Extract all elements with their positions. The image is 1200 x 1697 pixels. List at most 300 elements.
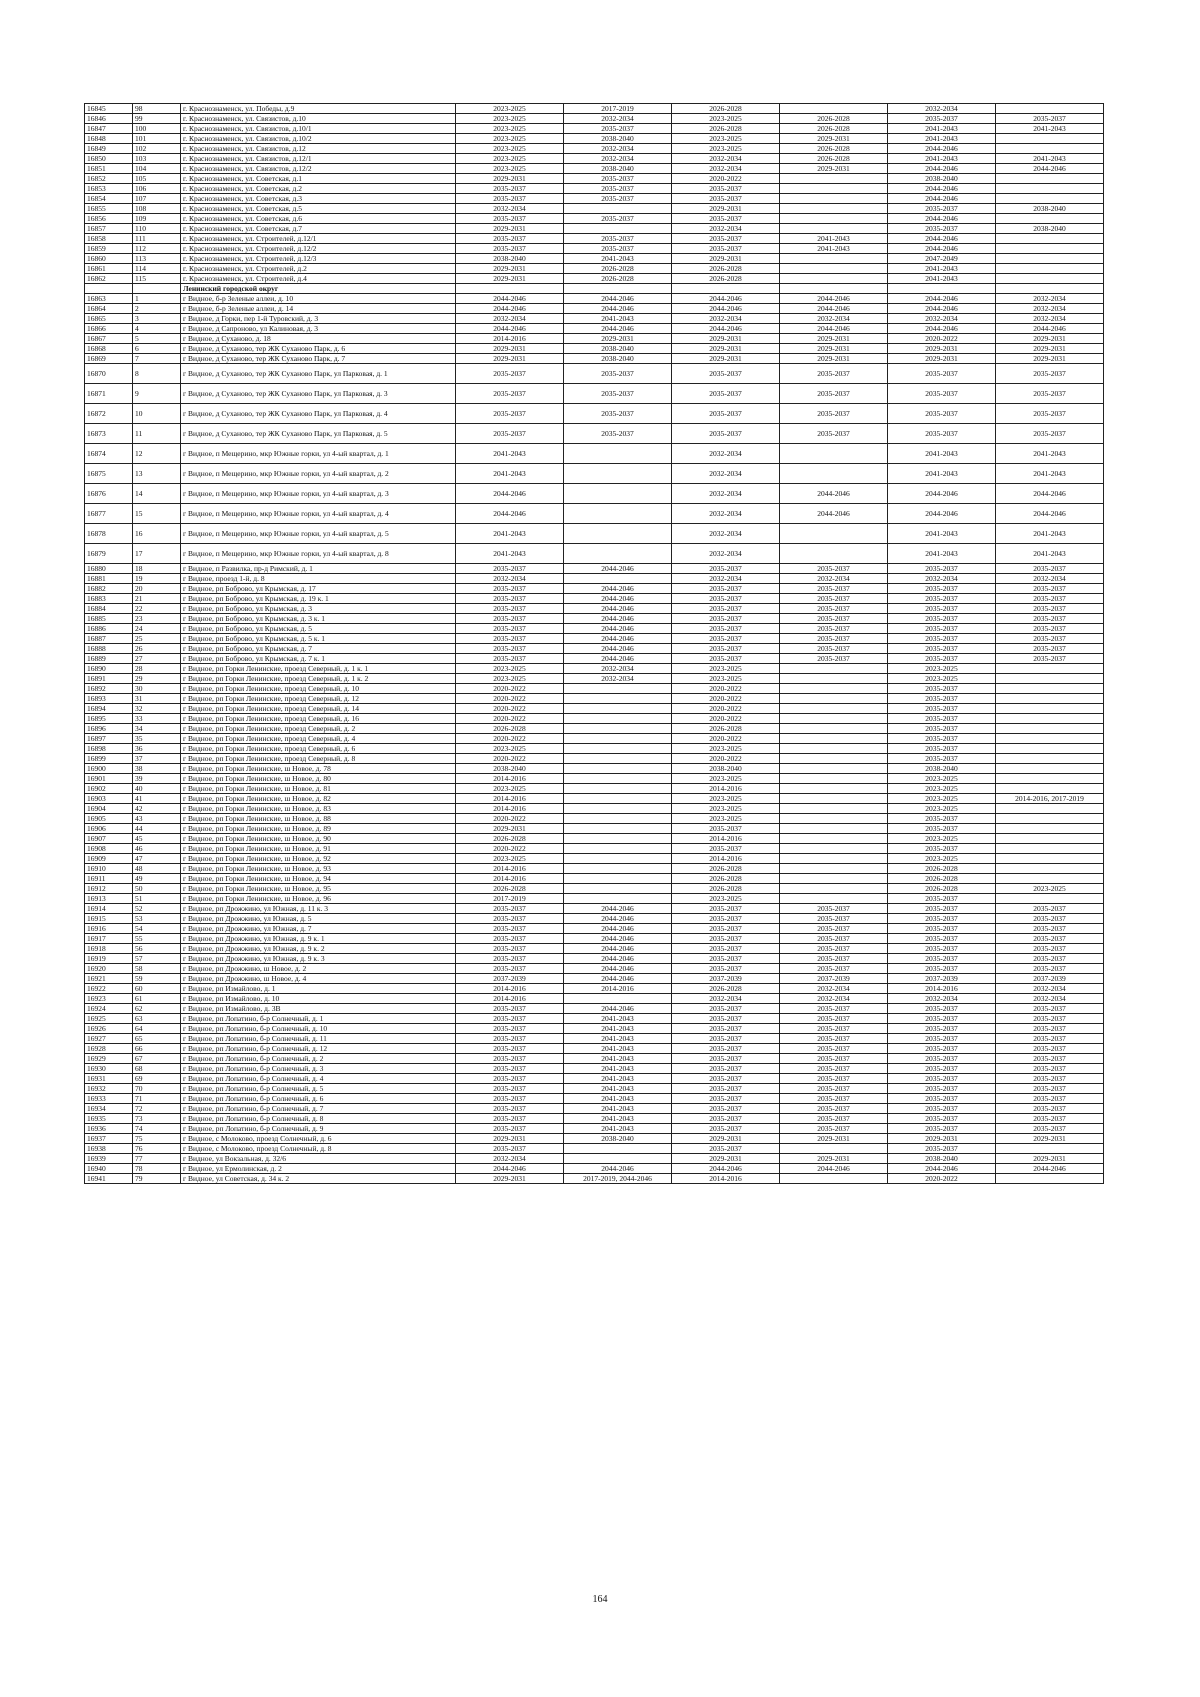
address-cell: г. Краснознаменск, ул. Строителей, д.2 bbox=[181, 264, 456, 274]
year-cell: 2044-2046 bbox=[564, 1004, 672, 1014]
table-row bbox=[85, 604, 1104, 614]
registry-number-cell: 16931 bbox=[85, 1074, 133, 1084]
ordinal-number-cell: 78 bbox=[133, 1164, 181, 1174]
year-cell: 2035-2037 bbox=[672, 214, 780, 224]
year-cell: 2035-2037 bbox=[888, 594, 996, 604]
address-cell: г Видное, п Мещерино, мкр Южные горки, ул 4-ый квартал, д. 1 bbox=[181, 444, 456, 464]
address-cell: г Видное, ул Ермолинская, д. 2 bbox=[181, 1164, 456, 1174]
year-cell bbox=[780, 174, 888, 184]
year-cell: 2035-2037 bbox=[672, 1144, 780, 1154]
address-cell: г Видное, рп Дрожжино, ул Южная, д. 11 к. 3 bbox=[181, 904, 456, 914]
table-row bbox=[85, 864, 1104, 874]
ordinal-number-cell: 33 bbox=[133, 714, 181, 724]
registry-number-cell: 16939 bbox=[85, 1154, 133, 1164]
ordinal-number-cell: 112 bbox=[133, 244, 181, 254]
address-cell: г. Краснознаменск, ул. Советская, д.1 bbox=[181, 174, 456, 184]
table-row bbox=[85, 784, 1104, 794]
year-cell: 2035-2037 bbox=[672, 1124, 780, 1134]
year-cell: 2035-2037 bbox=[456, 644, 564, 654]
address-cell: г Видное, рп Горки Ленинские, проезд Северный, д. 12 bbox=[181, 694, 456, 704]
ordinal-number-cell: 114 bbox=[133, 264, 181, 274]
address-cell: г Видное, рп Боброво, ул Крымская, д. 3 bbox=[181, 604, 456, 614]
registry-number-cell: 16877 bbox=[85, 504, 133, 524]
year-cell: 2044-2046 bbox=[996, 484, 1104, 504]
table-row bbox=[85, 1014, 1104, 1024]
registry-number-cell: 16854 bbox=[85, 194, 133, 204]
ordinal-number-cell: 67 bbox=[133, 1054, 181, 1064]
year-cell bbox=[564, 704, 672, 714]
year-cell: 2035-2037 bbox=[780, 954, 888, 964]
year-cell: 2035-2037 bbox=[780, 1104, 888, 1114]
ordinal-number-cell: 107 bbox=[133, 194, 181, 204]
year-cell bbox=[564, 884, 672, 894]
registry-number-cell: 16870 bbox=[85, 364, 133, 384]
year-cell: 2035-2037 bbox=[672, 1114, 780, 1124]
year-cell bbox=[564, 824, 672, 834]
year-cell: 2035-2037 bbox=[996, 624, 1104, 634]
year-cell bbox=[780, 804, 888, 814]
registry-number-cell: 16932 bbox=[85, 1084, 133, 1094]
table-row bbox=[85, 984, 1104, 994]
year-cell: 2035-2037 bbox=[888, 1044, 996, 1054]
year-cell: 2035-2037 bbox=[564, 214, 672, 224]
year-cell: 2044-2046 bbox=[888, 214, 996, 224]
ordinal-number-cell: 6 bbox=[133, 344, 181, 354]
table-row bbox=[85, 754, 1104, 764]
year-cell: 2044-2046 bbox=[456, 504, 564, 524]
year-cell: 2035-2037 bbox=[888, 1074, 996, 1084]
year-cell: 2032-2034 bbox=[996, 994, 1104, 1004]
year-cell: 2035-2037 bbox=[456, 384, 564, 404]
address-cell: г Видное, п Мещерино, мкр Южные горки, ул 4-ый квартал, д. 3 bbox=[181, 484, 456, 504]
year-cell: 2023-2025 bbox=[672, 774, 780, 784]
year-cell: 2035-2037 bbox=[456, 1074, 564, 1084]
registry-number-cell: 16868 bbox=[85, 344, 133, 354]
address-cell: г Видное, рп Горки Ленинские, проезд Северный, д. 8 bbox=[181, 754, 456, 764]
registry-number-cell: 16851 bbox=[85, 164, 133, 174]
ordinal-number-cell: 10 bbox=[133, 404, 181, 424]
year-cell: 2035-2037 bbox=[672, 1064, 780, 1074]
table-row bbox=[85, 424, 1104, 444]
year-cell: 2023-2025 bbox=[996, 884, 1104, 894]
year-cell: 2029-2031 bbox=[780, 344, 888, 354]
year-cell: 2038-2040 bbox=[564, 354, 672, 364]
year-cell: 2023-2025 bbox=[672, 134, 780, 144]
year-cell: 2035-2037 bbox=[780, 904, 888, 914]
year-cell: 2020-2022 bbox=[672, 734, 780, 744]
registry-number-cell: 16929 bbox=[85, 1054, 133, 1064]
ordinal-number-cell: 59 bbox=[133, 974, 181, 984]
ordinal-number-cell: 3 bbox=[133, 314, 181, 324]
year-cell: 2035-2037 bbox=[672, 1084, 780, 1094]
address-cell: г Видное, д Суханово, тер ЖК Суханово Парк, д. 6 bbox=[181, 344, 456, 354]
registry-number-cell: 16908 bbox=[85, 844, 133, 854]
year-cell: 2035-2037 bbox=[996, 1064, 1104, 1074]
table-row bbox=[85, 694, 1104, 704]
year-cell: 2029-2031 bbox=[780, 1134, 888, 1144]
year-cell: 2035-2037 bbox=[888, 1094, 996, 1104]
year-cell: 2044-2046 bbox=[564, 944, 672, 954]
year-cell: 2035-2037 bbox=[672, 914, 780, 924]
registry-number-cell: 16846 bbox=[85, 114, 133, 124]
table-row bbox=[85, 1044, 1104, 1054]
year-cell bbox=[780, 864, 888, 874]
table-row bbox=[85, 624, 1104, 634]
year-cell: 2035-2037 bbox=[564, 244, 672, 254]
ordinal-number-cell: 50 bbox=[133, 884, 181, 894]
year-cell: 2041-2043 bbox=[564, 1094, 672, 1104]
address-cell: г Видное, рп Лопатино, б-р Солнечный, д. 1 bbox=[181, 1014, 456, 1024]
year-cell: 2029-2031 bbox=[780, 354, 888, 364]
address-cell: г Видное, рп Лопатино, б-р Солнечный, д. 5 bbox=[181, 1084, 456, 1094]
ordinal-number-cell: 79 bbox=[133, 1174, 181, 1184]
year-cell: 2035-2037 bbox=[456, 1054, 564, 1064]
year-cell bbox=[564, 574, 672, 584]
registry-number-cell: 16925 bbox=[85, 1014, 133, 1024]
year-cell: 2044-2046 bbox=[672, 324, 780, 334]
year-cell: 2044-2046 bbox=[456, 294, 564, 304]
year-cell: 2017-2019 bbox=[564, 104, 672, 114]
year-cell: 2044-2046 bbox=[564, 654, 672, 664]
year-cell: 2035-2037 bbox=[456, 604, 564, 614]
year-cell: 2044-2046 bbox=[888, 504, 996, 524]
year-cell: 2032-2034 bbox=[780, 984, 888, 994]
year-cell: 2023-2025 bbox=[672, 794, 780, 804]
address-cell: г Видное, рп Лопатино, б-р Солнечный, д. 10 bbox=[181, 1024, 456, 1034]
year-cell bbox=[564, 894, 672, 904]
ordinal-number-cell: 56 bbox=[133, 944, 181, 954]
ordinal-number-cell: 63 bbox=[133, 1014, 181, 1024]
year-cell: 2035-2037 bbox=[996, 114, 1104, 124]
ordinal-number-cell: 109 bbox=[133, 214, 181, 224]
year-cell: 2035-2037 bbox=[456, 244, 564, 254]
table-row bbox=[85, 1064, 1104, 1074]
registry-number-cell: 16940 bbox=[85, 1164, 133, 1174]
year-cell: 2035-2037 bbox=[888, 824, 996, 834]
year-cell: 2035-2037 bbox=[456, 954, 564, 964]
year-cell: 2014-2016 bbox=[672, 1174, 780, 1184]
table-row bbox=[85, 444, 1104, 464]
year-cell: 2038-2040 bbox=[456, 254, 564, 264]
year-cell: 2041-2043 bbox=[564, 1014, 672, 1024]
year-cell: 2035-2037 bbox=[564, 404, 672, 424]
ordinal-number-cell: 41 bbox=[133, 794, 181, 804]
registry-number-cell: 16923 bbox=[85, 994, 133, 1004]
year-cell: 2026-2028 bbox=[888, 864, 996, 874]
year-cell bbox=[780, 184, 888, 194]
year-cell: 2035-2037 bbox=[888, 904, 996, 914]
year-cell: 2044-2046 bbox=[780, 304, 888, 314]
address-cell: г Видное, рп Горки Ленинские, ш Новое, д. 80 bbox=[181, 774, 456, 784]
ordinal-number-cell: 53 bbox=[133, 914, 181, 924]
year-cell: 2032-2034 bbox=[780, 994, 888, 1004]
ordinal-number-cell: 76 bbox=[133, 1144, 181, 1154]
ordinal-number-cell: 43 bbox=[133, 814, 181, 824]
year-cell: 2035-2037 bbox=[780, 1074, 888, 1084]
registry-number-cell: 16849 bbox=[85, 144, 133, 154]
table-row bbox=[85, 264, 1104, 274]
year-cell: 2038-2040 bbox=[456, 764, 564, 774]
ordinal-number-cell: 8 bbox=[133, 364, 181, 384]
year-cell: 2023-2025 bbox=[672, 674, 780, 684]
year-cell: 2035-2037 bbox=[456, 624, 564, 634]
year-cell: 2035-2037 bbox=[456, 904, 564, 914]
address-cell: г Видное, ул Советская, д. 34 к. 2 bbox=[181, 1174, 456, 1184]
address-cell: г Видное, рп Лопатино, б-р Солнечный, д. 9 bbox=[181, 1124, 456, 1134]
table-row bbox=[85, 884, 1104, 894]
address-cell: г Видное, рп Лопатино, б-р Солнечный, д. 8 bbox=[181, 1114, 456, 1124]
year-cell: 2044-2046 bbox=[780, 484, 888, 504]
year-cell: 2032-2034 bbox=[672, 224, 780, 234]
ordinal-number-cell: 40 bbox=[133, 784, 181, 794]
table-row bbox=[85, 674, 1104, 684]
year-cell: 2044-2046 bbox=[564, 954, 672, 964]
year-cell bbox=[564, 804, 672, 814]
registry-number-cell: 16901 bbox=[85, 774, 133, 784]
year-cell: 2041-2043 bbox=[564, 1114, 672, 1124]
registry-number-cell: 16913 bbox=[85, 894, 133, 904]
address-cell: г Видное, д Суханово, тер ЖК Суханово Парк, ул Парковая, д. 4 bbox=[181, 404, 456, 424]
year-cell: 2035-2037 bbox=[996, 924, 1104, 934]
year-cell: 2023-2025 bbox=[672, 144, 780, 154]
year-cell: 2044-2046 bbox=[456, 304, 564, 314]
year-cell: 2029-2031 bbox=[780, 134, 888, 144]
registry-number-cell: 16919 bbox=[85, 954, 133, 964]
year-cell: 2029-2031 bbox=[456, 274, 564, 284]
year-cell bbox=[780, 724, 888, 734]
address-cell: г Видное, рп Горки Ленинские, ш Новое, д. 83 bbox=[181, 804, 456, 814]
year-cell: 2035-2037 bbox=[456, 424, 564, 444]
year-cell: 2032-2034 bbox=[672, 484, 780, 504]
year-cell: 2035-2037 bbox=[672, 234, 780, 244]
table-row bbox=[85, 384, 1104, 404]
ordinal-number-cell: 2 bbox=[133, 304, 181, 314]
year-cell bbox=[564, 814, 672, 824]
address-cell: г Видное, рп Горки Ленинские, ш Новое, д. 88 bbox=[181, 814, 456, 824]
year-cell: 2041-2043 bbox=[564, 1104, 672, 1114]
ordinal-number-cell: 47 bbox=[133, 854, 181, 864]
year-cell bbox=[780, 854, 888, 864]
address-cell: г Видное, рп Боброво, ул Крымская, д. 7 к. 1 bbox=[181, 654, 456, 664]
year-cell: 2014-2016 bbox=[672, 854, 780, 864]
registry-number-cell: 16916 bbox=[85, 924, 133, 934]
address-cell: г Видное, п Мещерино, мкр Южные горки, ул 4-ый квартал, д. 4 bbox=[181, 504, 456, 524]
year-cell: 2023-2025 bbox=[672, 894, 780, 904]
year-cell: 2032-2034 bbox=[564, 114, 672, 124]
year-cell: 2035-2037 bbox=[996, 1024, 1104, 1034]
year-cell: 2035-2037 bbox=[996, 1014, 1104, 1024]
year-cell: 2035-2037 bbox=[456, 934, 564, 944]
year-cell bbox=[780, 774, 888, 784]
year-cell: 2035-2037 bbox=[996, 404, 1104, 424]
year-cell: 2035-2037 bbox=[996, 904, 1104, 914]
year-cell: 2035-2037 bbox=[780, 1084, 888, 1094]
year-cell bbox=[996, 814, 1104, 824]
year-cell: 2041-2043 bbox=[996, 124, 1104, 134]
year-cell: 2014-2016 bbox=[456, 984, 564, 994]
address-cell: г Видное, рп Горки Ленинские, ш Новое, д. 90 bbox=[181, 834, 456, 844]
year-cell: 2035-2037 bbox=[456, 914, 564, 924]
address-cell: г Видное, рп Лопатино, б-р Солнечный, д. 6 bbox=[181, 1094, 456, 1104]
register-table-body bbox=[85, 104, 1104, 1184]
registry-number-cell: 16866 bbox=[85, 324, 133, 334]
year-cell: 2044-2046 bbox=[996, 164, 1104, 174]
year-cell: 2026-2028 bbox=[780, 144, 888, 154]
address-cell: г. Краснознаменск, ул. Строителей, д.12/1 bbox=[181, 234, 456, 244]
registry-number-cell: 16875 bbox=[85, 464, 133, 484]
year-cell bbox=[996, 284, 1104, 294]
ordinal-number-cell: 19 bbox=[133, 574, 181, 584]
year-cell bbox=[780, 824, 888, 834]
year-cell bbox=[564, 794, 672, 804]
year-cell: 2035-2037 bbox=[888, 1064, 996, 1074]
year-cell: 2035-2037 bbox=[888, 404, 996, 424]
ordinal-number-cell: 73 bbox=[133, 1114, 181, 1124]
address-cell: г Видное, рп Горки Ленинские, ш Новое, д. 95 bbox=[181, 884, 456, 894]
year-cell: 2035-2037 bbox=[996, 634, 1104, 644]
registry-number-cell: 16888 bbox=[85, 644, 133, 654]
ordinal-number-cell: 111 bbox=[133, 234, 181, 244]
table-row bbox=[85, 334, 1104, 344]
year-cell bbox=[780, 884, 888, 894]
year-cell bbox=[996, 704, 1104, 714]
year-cell: 2035-2037 bbox=[888, 934, 996, 944]
registry-number-cell: 16902 bbox=[85, 784, 133, 794]
year-cell bbox=[996, 824, 1104, 834]
registry-number-cell: 16893 bbox=[85, 694, 133, 704]
table-row bbox=[85, 924, 1104, 934]
year-cell: 2035-2037 bbox=[672, 1074, 780, 1084]
year-cell: 2020-2022 bbox=[456, 754, 564, 764]
year-cell: 2035-2037 bbox=[780, 564, 888, 574]
ordinal-number-cell: 28 bbox=[133, 664, 181, 674]
table-row bbox=[85, 774, 1104, 784]
year-cell: 2032-2034 bbox=[672, 544, 780, 564]
registry-number-cell: 16864 bbox=[85, 304, 133, 314]
year-cell: 2035-2037 bbox=[672, 184, 780, 194]
year-cell bbox=[564, 284, 672, 294]
year-cell: 2038-2040 bbox=[996, 204, 1104, 214]
year-cell: 2035-2037 bbox=[888, 584, 996, 594]
year-cell: 2032-2034 bbox=[672, 574, 780, 584]
year-cell: 2032-2034 bbox=[780, 574, 888, 584]
year-cell: 2044-2046 bbox=[888, 484, 996, 504]
year-cell: 2035-2037 bbox=[672, 1024, 780, 1034]
year-cell: 2032-2034 bbox=[996, 304, 1104, 314]
year-cell bbox=[780, 874, 888, 884]
ordinal-number-cell: 69 bbox=[133, 1074, 181, 1084]
year-cell bbox=[996, 694, 1104, 704]
address-cell: г Видное, рп Горки Ленинские, проезд Северный, д. 1 к. 1 bbox=[181, 664, 456, 674]
year-cell: 2035-2037 bbox=[996, 614, 1104, 624]
year-cell: 2035-2037 bbox=[564, 364, 672, 384]
table-row bbox=[85, 254, 1104, 264]
registry-number-cell: 16910 bbox=[85, 864, 133, 874]
year-cell: 2026-2028 bbox=[672, 874, 780, 884]
year-cell: 2035-2037 bbox=[456, 584, 564, 594]
year-cell: 2044-2046 bbox=[456, 484, 564, 504]
year-cell: 2041-2043 bbox=[564, 1054, 672, 1064]
table-row bbox=[85, 854, 1104, 864]
year-cell bbox=[456, 284, 564, 294]
year-cell: 2035-2037 bbox=[780, 1064, 888, 1074]
registry-number-cell: 16909 bbox=[85, 854, 133, 864]
registry-number-cell: 16886 bbox=[85, 624, 133, 634]
year-cell: 2035-2037 bbox=[456, 184, 564, 194]
registry-number-cell: 16921 bbox=[85, 974, 133, 984]
ordinal-number-cell: 62 bbox=[133, 1004, 181, 1014]
registry-number-cell: 16855 bbox=[85, 204, 133, 214]
year-cell: 2044-2046 bbox=[564, 614, 672, 624]
registry-number-cell: 16900 bbox=[85, 764, 133, 774]
year-cell bbox=[996, 754, 1104, 764]
table-row bbox=[85, 994, 1104, 1004]
year-cell: 2035-2037 bbox=[780, 634, 888, 644]
ordinal-number-cell: 75 bbox=[133, 1134, 181, 1144]
table-row bbox=[85, 654, 1104, 664]
year-cell: 2044-2046 bbox=[564, 964, 672, 974]
year-cell: 2041-2043 bbox=[888, 134, 996, 144]
table-row bbox=[85, 524, 1104, 544]
year-cell: 2044-2046 bbox=[564, 904, 672, 914]
year-cell: 2038-2040 bbox=[888, 1154, 996, 1164]
registry-number-cell: 16865 bbox=[85, 314, 133, 324]
table-row bbox=[85, 894, 1104, 904]
year-cell: 2023-2025 bbox=[888, 674, 996, 684]
address-cell: г Видное, б-р Зеленые аллеи, д. 14 bbox=[181, 304, 456, 314]
year-cell: 2041-2043 bbox=[888, 124, 996, 134]
year-cell: 2023-2025 bbox=[672, 804, 780, 814]
ordinal-number-cell: 15 bbox=[133, 504, 181, 524]
year-cell bbox=[996, 134, 1104, 144]
ordinal-number-cell: 70 bbox=[133, 1084, 181, 1094]
ordinal-number-cell: 32 bbox=[133, 704, 181, 714]
year-cell: 2044-2046 bbox=[888, 294, 996, 304]
year-cell: 2023-2025 bbox=[672, 814, 780, 824]
ordinal-number-cell: 103 bbox=[133, 154, 181, 164]
year-cell: 2035-2037 bbox=[456, 1084, 564, 1094]
year-cell: 2035-2037 bbox=[672, 604, 780, 614]
register-sheet bbox=[84, 103, 1104, 1184]
year-cell: 2035-2037 bbox=[456, 1124, 564, 1134]
table-row bbox=[85, 814, 1104, 824]
table-row bbox=[85, 944, 1104, 954]
year-cell: 2026-2028 bbox=[564, 264, 672, 274]
year-cell: 2044-2046 bbox=[564, 974, 672, 984]
ordinal-number-cell: 55 bbox=[133, 934, 181, 944]
ordinal-number-cell: 4 bbox=[133, 324, 181, 334]
ordinal-number-cell: 48 bbox=[133, 864, 181, 874]
year-cell: 2017-2019 bbox=[456, 894, 564, 904]
registry-number-cell: 16912 bbox=[85, 884, 133, 894]
year-cell bbox=[564, 524, 672, 544]
year-cell: 2023-2025 bbox=[888, 854, 996, 864]
year-cell: 2035-2037 bbox=[456, 654, 564, 664]
year-cell: 2035-2037 bbox=[672, 944, 780, 954]
ordinal-number-cell: 66 bbox=[133, 1044, 181, 1054]
table-row bbox=[85, 734, 1104, 744]
address-cell: г Видное, рп Дрожжино, ш Новое, д. 2 bbox=[181, 964, 456, 974]
year-cell: 2035-2037 bbox=[672, 244, 780, 254]
table-row bbox=[85, 934, 1104, 944]
year-cell: 2029-2031 bbox=[672, 354, 780, 364]
table-row bbox=[85, 764, 1104, 774]
year-cell: 2035-2037 bbox=[996, 594, 1104, 604]
year-cell: 2035-2037 bbox=[888, 624, 996, 634]
year-cell bbox=[564, 864, 672, 874]
table-row bbox=[85, 184, 1104, 194]
ordinal-number-cell: 104 bbox=[133, 164, 181, 174]
